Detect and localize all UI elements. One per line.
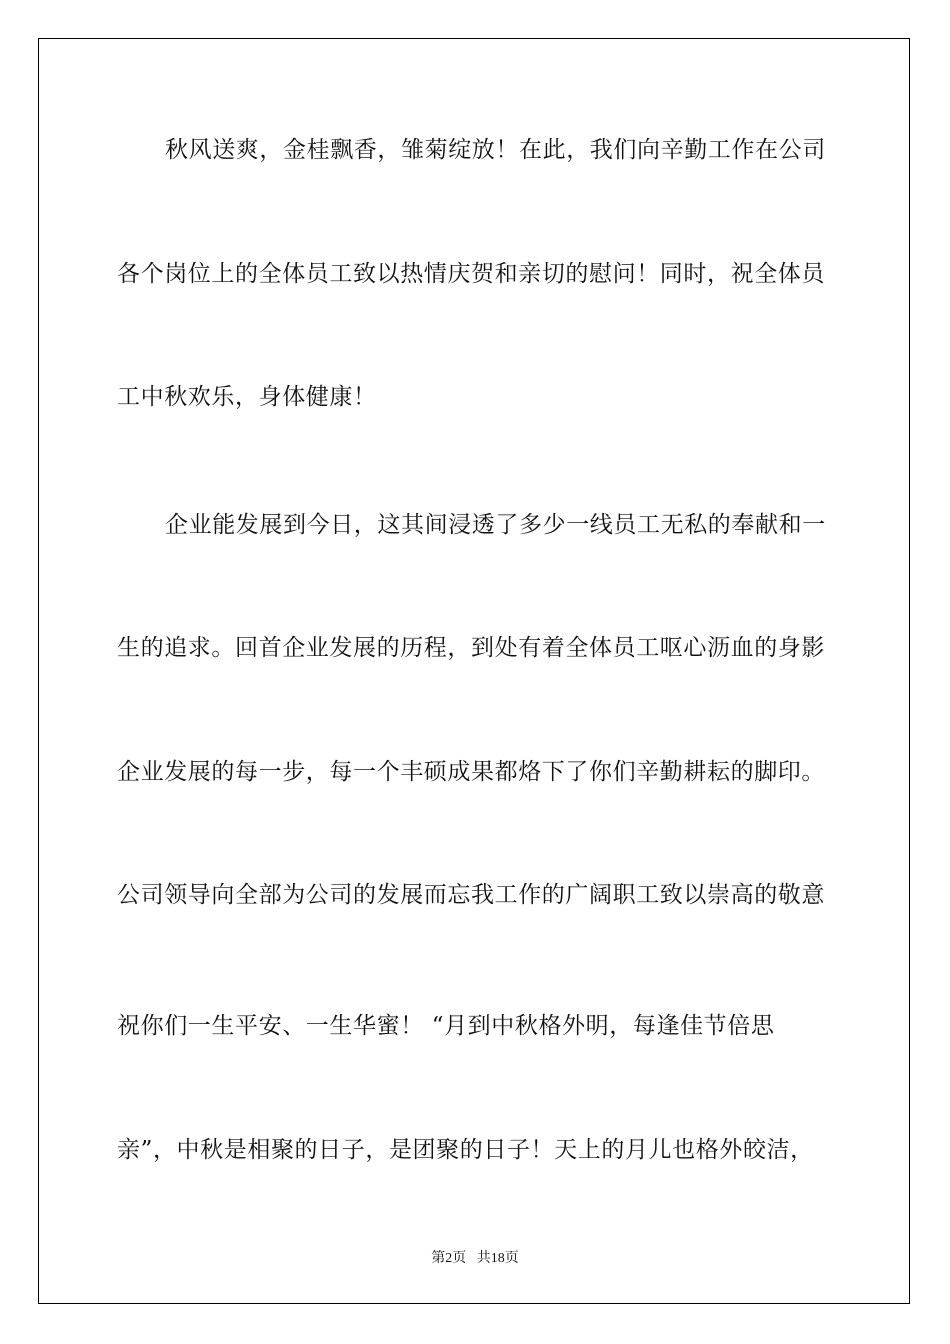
paragraph-line: 生的追求。回首企业发展的历程，到处有着全体员工呕心沥血的身影 [117,635,825,661]
paragraph-line: 祝你们一生平安、一生华蜜！ “月到中秋格外明，每逢佳节倍思 [117,1013,775,1039]
paragraph-line: 公司领导向全部为公司的发展而忘我工作的广阔职工致以崇高的敬意 [117,882,825,908]
paragraph-line: 企业发展的每一步，每一个丰硕成果都烙下了你们辛勤耕耘的脚印。 [117,759,825,785]
paragraph-line: 企业能发展到今日，这其间浸透了多少一线员工无私的奉献和一 [165,512,826,538]
page-footer [0,1247,950,1267]
paragraph-line: 亲”，中秋是相聚的日子，是团聚的日子！天上的月儿也格外皎洁， [117,1137,814,1163]
page-number: 第2页 [431,1251,467,1266]
page-total: 共18页 [476,1251,519,1266]
paragraph-line: 秋风送爽，金桂飘香，雏菊绽放！在此，我们向辛勤工作在公司 [165,137,826,163]
paragraph-line: 各个岗位上的全体员工致以热情庆贺和亲切的慰问！同时，祝全体员 [117,261,825,287]
page-frame [38,38,910,1304]
paragraph-line: 工中秋欢乐，身体健康！ [117,384,377,410]
